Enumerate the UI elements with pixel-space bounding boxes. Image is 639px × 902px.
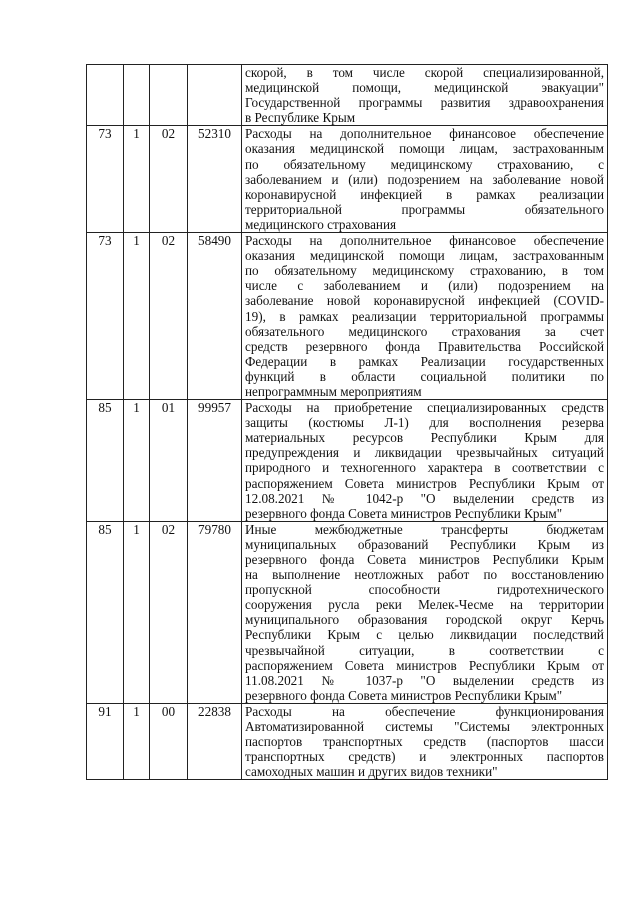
code-part-1-cell: 73 [87, 233, 124, 400]
description-line: муниципального образования городской округ Керчь [245, 612, 604, 628]
description-line: по обязательному медицинскому страхованию, в том [245, 263, 604, 279]
description-line: Федерации в рамках Реализации государственных [245, 353, 604, 369]
table-row [87, 65, 608, 126]
code-part-1-cell: 85 [87, 400, 124, 522]
code-part-1-cell: 91 [87, 703, 124, 779]
code-part-2-cell: 1 [124, 233, 150, 400]
description-line: Расходы на дополнительное финансовое обеспечение [245, 126, 604, 142]
description-line: в Республике Крым [245, 110, 356, 126]
description-line: паспортов транспортных средств (паспортов шасси [245, 734, 604, 750]
description-line: функций в области социальной политики по [245, 368, 604, 384]
code-part-3-cell: 02 [150, 521, 188, 703]
description-line: чрезвычайной ситуации, в соответствии с [245, 642, 604, 658]
description-cell [242, 521, 608, 703]
table-row [87, 400, 608, 522]
description-line: Расходы на приобретение специализированных средств [245, 400, 604, 416]
code-part-3-cell: 02 [150, 126, 188, 233]
code-part-2-cell: 1 [124, 521, 150, 703]
description-line: по обязательному медицинскому страхованию, с [245, 156, 604, 172]
budget-table [86, 64, 608, 780]
description-line: предупреждения и ликвидации чрезвычайных ситуаций [245, 445, 604, 461]
code-part-2-cell: 1 [124, 400, 150, 522]
description-line: распоряжением Совета министров Республики Крым от [245, 657, 604, 673]
description-line: 19), в рамках реализации территориальной программы [245, 308, 604, 324]
code-part-4-cell: 99957 [188, 400, 242, 522]
code-part-3-cell: 00 [150, 703, 188, 779]
description-cell [242, 703, 608, 779]
description-line: Государственной программы развития здравоохранения [245, 95, 604, 111]
code-part-3-cell: 02 [150, 233, 188, 400]
description-line: средств резервного фонда Правительства Российской [245, 338, 604, 354]
description-line: Расходы на дополнительное финансовое обеспечение [245, 233, 604, 249]
description-line: медицинской помощи, медицинской эвакуации" [245, 80, 604, 96]
description-line: территориальной программы обязательного [245, 201, 604, 217]
description-line: непрограммным мероприятиям [245, 383, 422, 399]
description-cell [242, 400, 608, 522]
code-part-4-cell [188, 65, 242, 126]
description-line: пропускной способности гидротехнического [245, 582, 604, 598]
description-line: резервного фонда Совета министров Республики Крым" [245, 505, 563, 521]
code-part-4-cell: 79780 [188, 521, 242, 703]
code-part-1-cell [87, 65, 124, 126]
description-line: числе с заболеванием и (или) подозрением на [245, 278, 604, 294]
code-part-2-cell: 1 [124, 126, 150, 233]
code-part-1-cell: 85 [87, 521, 124, 703]
description-line: обязательного медицинского страхования за счет [245, 323, 604, 339]
code-part-4-cell: 52310 [188, 126, 242, 233]
code-part-2-cell: 1 [124, 703, 150, 779]
code-part-4-cell: 22838 [188, 703, 242, 779]
description-line: резервного фонда Совета министров Республики Крым [245, 552, 604, 567]
table-row [87, 703, 608, 779]
description-line: оказания медицинской помощи лицам, застрахованным [245, 248, 604, 264]
code-part-1-cell: 73 [87, 126, 124, 233]
description-line: транспортных средств) и электронных паспортов [245, 749, 604, 765]
description-line: сооружения русла реки Мелек-Чесме на территории [245, 597, 604, 613]
description-line: оказания медицинской помощи лицам, застрахованным [245, 141, 604, 157]
description-line: на выполнение неотложных работ по восстановлению [245, 567, 604, 583]
description-line: 12.08.2021 № 1042-р "О выделении средств из [245, 490, 604, 506]
description-line: резервного фонда Совета министров Республики Крым" [245, 687, 563, 703]
table-row [87, 233, 608, 400]
description-line: заболевание новой коронавирусной инфекцией (COVID- [245, 293, 604, 309]
description-line: Автоматизированной системы "Системы электронных [245, 719, 604, 735]
description-line: заболеванием и (или) подозрением на заболевание новой [245, 171, 604, 187]
description-cell [242, 233, 608, 400]
description-line: Иные межбюджетные трансферты бюджетам [245, 521, 604, 537]
description-line: распоряжением Совета министров Республики Крым от [245, 475, 604, 491]
code-part-3-cell [150, 65, 188, 126]
description-line: коронавирусной инфекцией в рамках реализации [245, 186, 604, 202]
description-line: природного и техногенного характера в соответствии с [245, 460, 604, 476]
description-cell [242, 65, 608, 126]
description-line: защиты (костюмы Л-1) для восполнения резерва [245, 415, 604, 431]
table-row [87, 126, 608, 233]
description-cell [242, 126, 608, 233]
table-row [87, 521, 608, 703]
description-line: скорой, в том числе скорой специализированной, [245, 65, 604, 80]
description-line: Расходы на обеспечение функционирования [245, 703, 604, 719]
code-part-2-cell [124, 65, 150, 126]
description-line: медицинского страхования [245, 216, 397, 232]
description-line: Республики Крым с целью ликвидации последствий [245, 627, 604, 643]
description-line: материальных ресурсов Республики Крым для [245, 430, 604, 446]
description-line: муниципальных образований Республики Крым из [245, 536, 604, 552]
code-part-4-cell: 58490 [188, 233, 242, 400]
code-part-3-cell: 01 [150, 400, 188, 522]
description-line: самоходных машин и других видов техники" [245, 764, 498, 780]
budget-table-body [87, 65, 608, 780]
description-line: 11.08.2021 № 1037-р "О выделении средств из [245, 672, 604, 688]
